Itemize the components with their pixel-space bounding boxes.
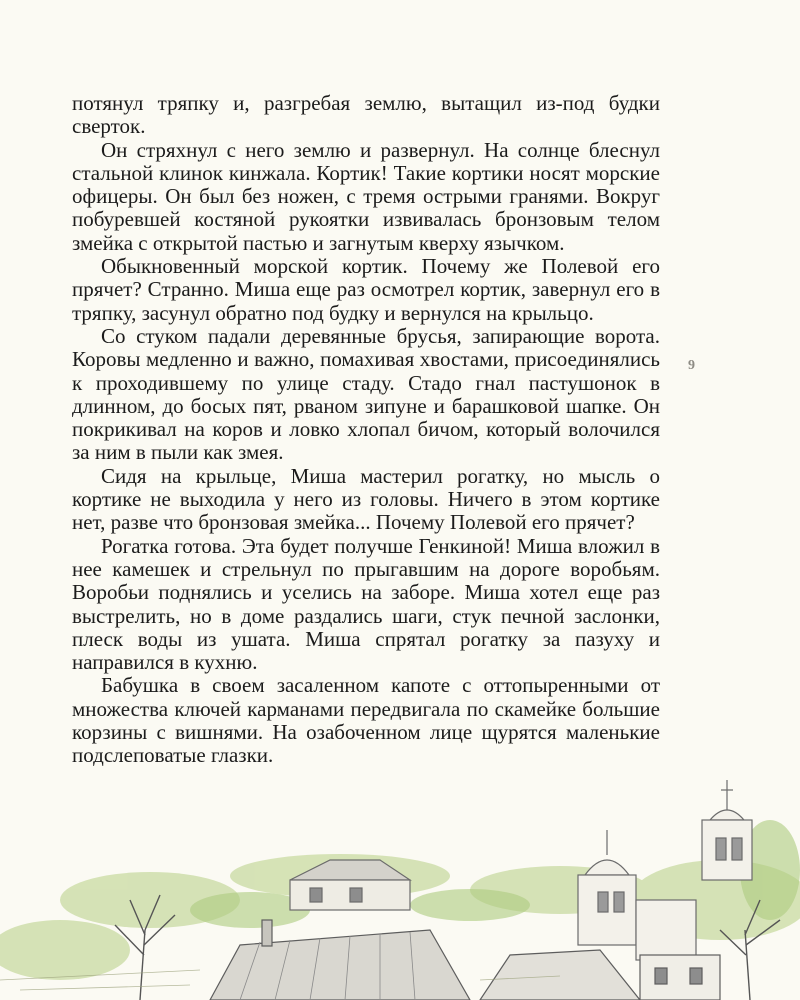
village-illustration: [0, 780, 800, 1000]
paragraph: Сидя на крыльце, Миша мастерил рогатку, но мысль о кортике не выходила у него из головы. Ничего в этом кортике нет, разве что бронзовая змейка... Почему Полевой его прячет?: [72, 463, 660, 535]
paragraph: потянул тряпку и, разгребая землю, вытащил из-под будки сверток.: [72, 91, 660, 139]
paragraph: Обыкновенный морской кортик. Почему же Полевой его прячет? Странно. Миша еще раз осмотрел кортик, завернул его в тряпку, засунул обратно под будку и вернулся на крыльцо.: [72, 254, 660, 325]
page-number: 9: [688, 358, 695, 373]
paragraph: Рогатка готова. Эта будет получше Генкиной! Миша вложил в нее камешек и стрельнул по прыгавшим на дороге воробьям. Воробьи поднялись и уселись на заборе. Миша хотел еще раз выстрелить, но в доме раздались шаги, стук печной заслонки, плеск воды из ушата. Миша спрятал рогатку за пазуху и направился в кухню.: [72, 533, 660, 675]
body-text: [72, 92, 660, 768]
paragraph: Со стуком падали деревянные брусья, запирающие ворота. Коровы медленно и важно, помахивая хвостами, присоединялись к проходившему по улице стаду. Стадо гнал пастушонок в длинном, до босых пят, рваном зипуне и барашковой шапке. Он покрикивал на коров и ловко хлопал бичом, который волочился за ним в пыли как змея.: [72, 323, 660, 465]
paragraph: Бабушка в своем засаленном капоте с оттопыренными от множества ключей карманами передвигала по скамейке большие корзины с вишнями. На озабоченном лице щурятся маленькие подслеповатые глазки.: [72, 673, 660, 768]
paragraph: Он стряхнул с него землю и развернул. На солнце блеснул стальной клинок кинжала. Кортик! Такие кортики носят морские офицеры. Он был без ножен, с тремя острыми гранями. Вокруг побуревшей костяной рукоятки извивалась бронзовым телом змейка с открытой пастью и загнутым кверху язычком.: [72, 137, 660, 255]
